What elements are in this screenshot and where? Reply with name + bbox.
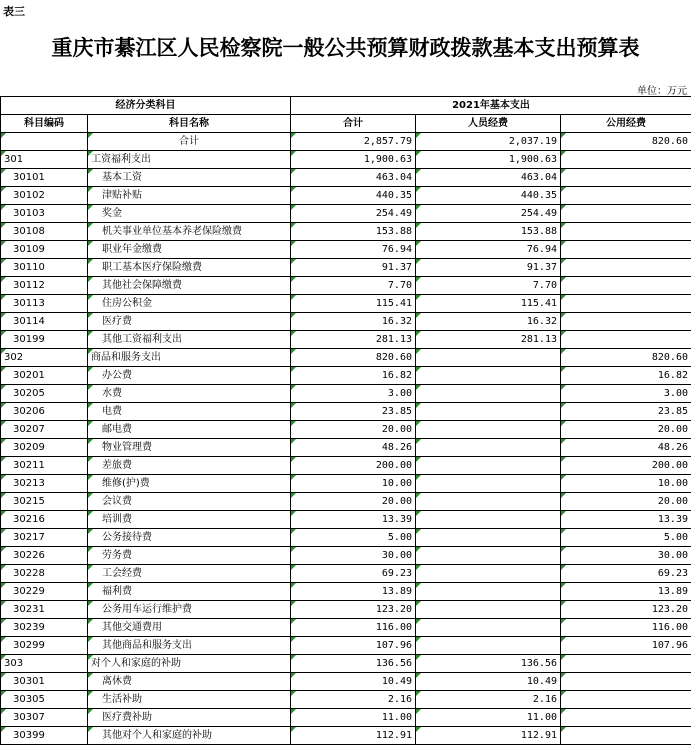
total-cell: 23.85 xyxy=(291,403,416,421)
public-cell xyxy=(561,223,691,241)
subject-code-cell: 30231 xyxy=(1,601,88,619)
header-public: 公用经费 xyxy=(561,115,691,133)
total-total-cell: 2,857.79 xyxy=(291,133,416,151)
personnel-cell: 7.70 xyxy=(416,277,561,295)
subject-name-cell: 公务用车运行维护费 xyxy=(88,601,291,619)
table-row xyxy=(1,457,691,475)
personnel-cell: 281.13 xyxy=(416,331,561,349)
total-cell: 112.91 xyxy=(291,727,416,745)
total-cell: 20.00 xyxy=(291,421,416,439)
personnel-cell: 254.49 xyxy=(416,205,561,223)
subject-name-cell: 职业年金缴费 xyxy=(88,241,291,259)
personnel-cell xyxy=(416,511,561,529)
subject-name-cell: 物业管理费 xyxy=(88,439,291,457)
subject-name-cell: 福利费 xyxy=(88,583,291,601)
subject-code-cell: 30226 xyxy=(1,547,88,565)
personnel-cell: 11.00 xyxy=(416,709,561,727)
total-cell: 123.20 xyxy=(291,601,416,619)
subject-code-cell: 301 xyxy=(1,151,88,169)
subject-name-cell: 其他商品和服务支出 xyxy=(88,637,291,655)
subject-name-cell: 其他工资福利支出 xyxy=(88,331,291,349)
total-name-cell: 合计 xyxy=(88,133,291,151)
subject-name-cell: 其他对个人和家庭的补助 xyxy=(88,727,291,745)
personnel-cell xyxy=(416,385,561,403)
personnel-cell xyxy=(416,637,561,655)
total-cell: 11.00 xyxy=(291,709,416,727)
subject-code-cell: 30228 xyxy=(1,565,88,583)
public-cell: 116.00 xyxy=(561,619,691,637)
subject-code-cell: 30229 xyxy=(1,583,88,601)
personnel-cell: 2.16 xyxy=(416,691,561,709)
subject-code-cell: 30301 xyxy=(1,673,88,691)
table-row xyxy=(1,727,691,745)
table-row xyxy=(1,313,691,331)
subject-code-cell: 30113 xyxy=(1,295,88,313)
table-row xyxy=(1,673,691,691)
subject-code-cell: 30216 xyxy=(1,511,88,529)
total-row xyxy=(1,133,691,151)
personnel-cell: 10.49 xyxy=(416,673,561,691)
public-cell xyxy=(561,655,691,673)
total-cell: 7.70 xyxy=(291,277,416,295)
table-row xyxy=(1,709,691,727)
total-cell: 1,900.63 xyxy=(291,151,416,169)
table-row xyxy=(1,403,691,421)
total-cell: 10.49 xyxy=(291,673,416,691)
table-row xyxy=(1,151,691,169)
subject-name-cell: 工会经费 xyxy=(88,565,291,583)
personnel-cell: 16.32 xyxy=(416,313,561,331)
subject-code-cell: 30215 xyxy=(1,493,88,511)
personnel-cell: 91.37 xyxy=(416,259,561,277)
personnel-cell: 112.91 xyxy=(416,727,561,745)
public-cell: 20.00 xyxy=(561,421,691,439)
total-public-cell: 820.60 xyxy=(561,133,691,151)
personnel-cell: 115.41 xyxy=(416,295,561,313)
subject-code-cell: 30205 xyxy=(1,385,88,403)
header-economic-category: 经济分类科目 xyxy=(1,97,291,115)
table-row xyxy=(1,655,691,673)
subject-code-cell: 30299 xyxy=(1,637,88,655)
public-cell: 16.82 xyxy=(561,367,691,385)
public-cell: 123.20 xyxy=(561,601,691,619)
personnel-cell xyxy=(416,457,561,475)
table-row xyxy=(1,583,691,601)
public-cell: 10.00 xyxy=(561,475,691,493)
total-cell: 5.00 xyxy=(291,529,416,547)
table-row xyxy=(1,439,691,457)
subject-code-cell: 30207 xyxy=(1,421,88,439)
public-cell: 5.00 xyxy=(561,529,691,547)
subject-name-cell: 奖金 xyxy=(88,205,291,223)
subject-code-cell: 30307 xyxy=(1,709,88,727)
personnel-cell xyxy=(416,439,561,457)
table-row xyxy=(1,637,691,655)
table-row xyxy=(1,259,691,277)
total-cell: 153.88 xyxy=(291,223,416,241)
subject-code-cell: 30211 xyxy=(1,457,88,475)
total-cell: 2.16 xyxy=(291,691,416,709)
subject-name-cell: 差旅费 xyxy=(88,457,291,475)
subject-name-cell: 公务接待费 xyxy=(88,529,291,547)
table-row xyxy=(1,547,691,565)
public-cell: 200.00 xyxy=(561,457,691,475)
subject-code-cell: 302 xyxy=(1,349,88,367)
subject-name-cell: 水费 xyxy=(88,385,291,403)
subject-code-cell: 30213 xyxy=(1,475,88,493)
personnel-cell xyxy=(416,529,561,547)
subject-name-cell: 维修(护)费 xyxy=(88,475,291,493)
total-cell: 3.00 xyxy=(291,385,416,403)
subject-code-cell: 30110 xyxy=(1,259,88,277)
personnel-cell: 1,900.63 xyxy=(416,151,561,169)
table-row xyxy=(1,349,691,367)
public-cell: 30.00 xyxy=(561,547,691,565)
public-cell xyxy=(561,169,691,187)
personnel-cell xyxy=(416,619,561,637)
table-row xyxy=(1,169,691,187)
public-cell xyxy=(561,259,691,277)
subject-name-cell: 医疗费 xyxy=(88,313,291,331)
personnel-cell: 463.04 xyxy=(416,169,561,187)
total-cell: 254.49 xyxy=(291,205,416,223)
personnel-cell: 440.35 xyxy=(416,187,561,205)
table-row xyxy=(1,619,691,637)
subject-name-cell: 职工基本医疗保险缴费 xyxy=(88,259,291,277)
subject-name-cell: 基本工资 xyxy=(88,169,291,187)
total-cell: 91.37 xyxy=(291,259,416,277)
table-row xyxy=(1,241,691,259)
subject-name-cell: 商品和服务支出 xyxy=(88,349,291,367)
personnel-cell: 76.94 xyxy=(416,241,561,259)
subject-code-cell: 30103 xyxy=(1,205,88,223)
header-subject-name: 科目名称 xyxy=(88,115,291,133)
public-cell: 20.00 xyxy=(561,493,691,511)
personnel-cell: 136.56 xyxy=(416,655,561,673)
personnel-cell xyxy=(416,475,561,493)
subject-code-cell: 30112 xyxy=(1,277,88,295)
public-cell: 107.96 xyxy=(561,637,691,655)
table-row xyxy=(1,421,691,439)
total-cell: 30.00 xyxy=(291,547,416,565)
public-cell xyxy=(561,331,691,349)
table-row xyxy=(1,295,691,313)
public-cell: 69.23 xyxy=(561,565,691,583)
personnel-cell xyxy=(416,565,561,583)
subject-name-cell: 其他社会保障缴费 xyxy=(88,277,291,295)
subject-name-cell: 办公费 xyxy=(88,367,291,385)
total-cell: 440.35 xyxy=(291,187,416,205)
public-cell: 3.00 xyxy=(561,385,691,403)
table-row xyxy=(1,529,691,547)
page-title: 重庆市綦江区人民检察院一般公共预算财政拨款基本支出预算表 xyxy=(51,35,640,60)
subject-name-cell: 邮电费 xyxy=(88,421,291,439)
subject-code-cell: 303 xyxy=(1,655,88,673)
table-row xyxy=(1,385,691,403)
total-cell: 16.32 xyxy=(291,313,416,331)
public-cell xyxy=(561,241,691,259)
public-cell xyxy=(561,187,691,205)
subject-name-cell: 劳务费 xyxy=(88,547,291,565)
total-cell: 116.00 xyxy=(291,619,416,637)
header-personnel: 人员经费 xyxy=(416,115,561,133)
unit-label: 单位：万元 xyxy=(637,86,687,97)
subject-code-cell: 30209 xyxy=(1,439,88,457)
public-cell xyxy=(561,277,691,295)
public-cell xyxy=(561,691,691,709)
subject-code-cell: 30201 xyxy=(1,367,88,385)
total-cell: 200.00 xyxy=(291,457,416,475)
subject-code-cell: 30108 xyxy=(1,223,88,241)
public-cell xyxy=(561,205,691,223)
subject-code-cell: 30305 xyxy=(1,691,88,709)
table-row xyxy=(1,187,691,205)
subject-code-cell: 30239 xyxy=(1,619,88,637)
public-cell xyxy=(561,151,691,169)
budget-table xyxy=(0,96,691,745)
table-row xyxy=(1,511,691,529)
public-cell: 820.60 xyxy=(561,349,691,367)
total-cell: 76.94 xyxy=(291,241,416,259)
sheet-label: 表三 xyxy=(3,5,25,18)
subject-name-cell: 工资福利支出 xyxy=(88,151,291,169)
public-cell xyxy=(561,709,691,727)
personnel-cell: 153.88 xyxy=(416,223,561,241)
subject-name-cell: 会议费 xyxy=(88,493,291,511)
personnel-cell xyxy=(416,403,561,421)
subject-name-cell: 生活补助 xyxy=(88,691,291,709)
header-row-group xyxy=(1,97,691,115)
personnel-cell xyxy=(416,367,561,385)
total-cell: 13.39 xyxy=(291,511,416,529)
total-cell: 10.00 xyxy=(291,475,416,493)
total-code-cell xyxy=(1,133,88,151)
public-cell xyxy=(561,727,691,745)
header-row-columns xyxy=(1,115,691,133)
total-cell: 136.56 xyxy=(291,655,416,673)
table-row xyxy=(1,601,691,619)
subject-name-cell: 培训费 xyxy=(88,511,291,529)
public-cell xyxy=(561,313,691,331)
header-total: 合计 xyxy=(291,115,416,133)
total-cell: 115.41 xyxy=(291,295,416,313)
personnel-cell xyxy=(416,601,561,619)
subject-name-cell: 其他交通费用 xyxy=(88,619,291,637)
subject-name-cell: 电费 xyxy=(88,403,291,421)
subject-code-cell: 30102 xyxy=(1,187,88,205)
table-row xyxy=(1,331,691,349)
public-cell: 13.39 xyxy=(561,511,691,529)
subject-name-cell: 津贴补贴 xyxy=(88,187,291,205)
personnel-cell xyxy=(416,583,561,601)
public-cell xyxy=(561,673,691,691)
public-cell: 48.26 xyxy=(561,439,691,457)
subject-name-cell: 离休费 xyxy=(88,673,291,691)
total-cell: 463.04 xyxy=(291,169,416,187)
table-row xyxy=(1,565,691,583)
public-cell: 13.89 xyxy=(561,583,691,601)
subject-name-cell: 对个人和家庭的补助 xyxy=(88,655,291,673)
total-cell: 281.13 xyxy=(291,331,416,349)
subject-code-cell: 30101 xyxy=(1,169,88,187)
total-cell: 820.60 xyxy=(291,349,416,367)
total-personnel-cell: 2,037.19 xyxy=(416,133,561,151)
subject-code-cell: 30109 xyxy=(1,241,88,259)
subject-name-cell: 医疗费补助 xyxy=(88,709,291,727)
total-cell: 13.89 xyxy=(291,583,416,601)
personnel-cell xyxy=(416,349,561,367)
total-cell: 16.82 xyxy=(291,367,416,385)
header-basic-expenditure-2021: 2021年基本支出 xyxy=(291,97,691,115)
subject-code-cell: 30199 xyxy=(1,331,88,349)
total-cell: 20.00 xyxy=(291,493,416,511)
table-row xyxy=(1,223,691,241)
subject-code-cell: 30217 xyxy=(1,529,88,547)
total-cell: 69.23 xyxy=(291,565,416,583)
table-row xyxy=(1,493,691,511)
table-row xyxy=(1,205,691,223)
table-row xyxy=(1,367,691,385)
table-row xyxy=(1,475,691,493)
public-cell: 23.85 xyxy=(561,403,691,421)
total-cell: 48.26 xyxy=(291,439,416,457)
personnel-cell xyxy=(416,421,561,439)
table-row xyxy=(1,691,691,709)
subject-code-cell: 30206 xyxy=(1,403,88,421)
personnel-cell xyxy=(416,547,561,565)
header-subject-code: 科目编码 xyxy=(1,115,88,133)
total-cell: 107.96 xyxy=(291,637,416,655)
subject-code-cell: 30399 xyxy=(1,727,88,745)
subject-name-cell: 机关事业单位基本养老保险缴费 xyxy=(88,223,291,241)
table-row xyxy=(1,277,691,295)
public-cell xyxy=(561,295,691,313)
personnel-cell xyxy=(416,493,561,511)
subject-name-cell: 住房公积金 xyxy=(88,295,291,313)
subject-code-cell: 30114 xyxy=(1,313,88,331)
